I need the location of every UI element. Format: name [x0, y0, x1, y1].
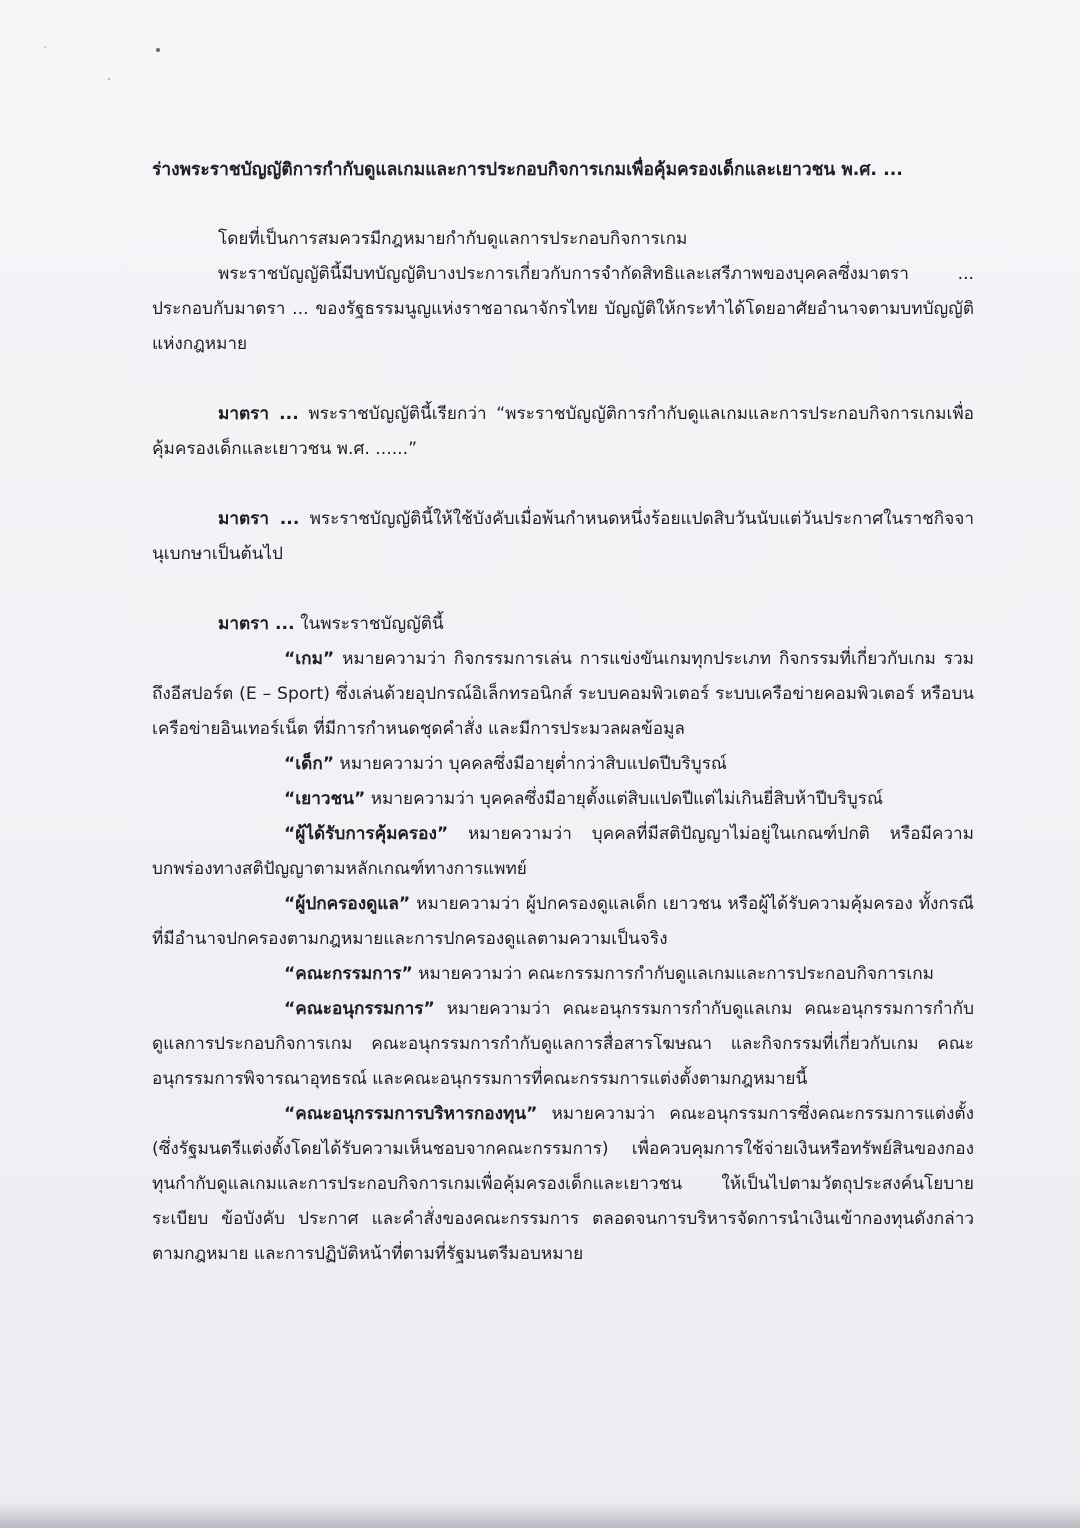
definition-text: หมายความว่า ผู้ปกครองดูแลเด็ก เยาวชน หรือผู้ได้รับความคุ้มครอง ทั้งกรณีที่มีอำนาจปกครองตามกฎหมายและการปกครองดูแลตามความเป็นจริง: [152, 894, 974, 949]
section-3-text: ในพระราชบัญญัตินี้: [300, 614, 444, 634]
section-label: มาตรา ...: [218, 404, 299, 424]
definition-guardian: [152, 887, 974, 957]
definition-term: “เยาวชน”: [284, 789, 366, 809]
section-label: มาตรา ...: [218, 509, 300, 529]
scan-speck: [108, 78, 110, 80]
definition-committee: [152, 957, 974, 992]
scan-speck: [156, 48, 160, 52]
preamble-paragraph-1: โดยที่เป็นการสมควรมีกฎหมายกำกับดูแลการประกอบกิจการเกม: [218, 229, 688, 249]
definition-term: “ผู้ได้รับการคุ้มครอง”: [284, 824, 449, 844]
definition-child: [152, 747, 974, 782]
definition-text: หมายความว่า บุคคลซึ่งมีอายุตั้งแต่สิบแปดปีแต่ไม่เกินยี่สิบห้าปีบริบูรณ์: [365, 789, 883, 809]
section-label: มาตรา ...: [218, 614, 295, 634]
definition-term: “คณะอนุกรรมการบริหารกองทุน”: [284, 1104, 538, 1124]
section-3: [152, 607, 974, 642]
scan-speck: [44, 46, 46, 48]
definition-text: หมายความว่า บุคคลซึ่งมีอายุต่ำกว่าสิบแปดปีบริบูรณ์: [334, 754, 727, 774]
definition-text: หมายความว่า คณะอนุกรรมการซึ่งคณะกรรมการแต่งตั้ง (ซึ่งรัฐมนตรีแต่งตั้งโดยได้รับความเห็นชอบจากคณะกรรมการ) เพื่อควบคุมการใช้จ่ายเงินหรือทรัพย์สินของกองทุนกำกับดูแลเกมและการประกอบกิจการเกมเพื่อคุ้มครองเด็กและเยาวชน ให้เป็นไปตามวัตถุประสงค์นโยบาย ระเบียบ ข้อบังคับ ประกาศ และคำสั่งของคณะกรรมการ ตลอดจนการบริหารจัดการนำเงินเข้ากองทุนดังกล่าวตามกฎหมาย และการปฏิบัติหน้าที่ตามที่รัฐมนตรีมอบหมาย: [152, 1104, 974, 1264]
definition-text: หมายความว่า คณะอนุกรรมการกำกับดูแลเกม คณะอนุกรรมการกำกับดูแลการประกอบกิจการเกม คณะอนุกรรมการกำกับดูแลการสื่อสารโฆษณา และกิจกรรมที่เกี่ยวกับเกม คณะอนุกรรมการพิจารณาอุทธรณ์ และคณะอนุกรรมการที่คณะกรรมการแต่งตั้งตามกฎหมายนี้: [152, 999, 974, 1089]
section-1: [152, 397, 974, 467]
definition-youth: [152, 782, 974, 817]
definition-text: หมายความว่า บุคคลที่มีสติปัญญาไม่อยู่ในเกณฑ์ปกติ หรือมีความบกพร่องทางสติปัญญาตามหลักเกณฑ์ทางการแพทย์: [152, 824, 974, 879]
section-2: [152, 502, 974, 572]
definition-text: หมายความว่า กิจกรรมการเล่น การแข่งขันเกมทุกประเภท กิจกรรมที่เกี่ยวกับเกม รวมถึงอีสปอร์ต (E – Sport) ซึ่งเล่นด้วยอุปกรณ์อิเล็กทรอนิกส์ ระบบคอมพิวเตอร์ ระบบเครือข่ายคอมพิวเตอร์ หรือบนเครือข่ายอินเทอร์เน็ต ที่มีการกำหนดชุดคำสั่ง และมีการประมวลผลข้อมูล: [152, 649, 974, 739]
section-1-text: พระราชบัญญัตินี้เรียกว่า “พระราชบัญญัติการกำกับดูแลเกมและการประกอบกิจการเกมเพื่อคุ้มครองเด็กและเยาวชน พ.ศ. ......”: [152, 404, 974, 459]
definition-term: “ผู้ปกครองดูแล”: [284, 894, 411, 914]
definition-game: [152, 642, 974, 747]
definition-term: “เด็ก”: [284, 754, 335, 774]
definition-term: “คณะอนุกรรมการ”: [284, 999, 435, 1019]
definition-fund-subcommittee: [152, 1097, 974, 1272]
definition-term: “คณะกรรมการ”: [284, 964, 413, 984]
document-body: [152, 150, 974, 1272]
document-title: ร่างพระราชบัญญัติการกำกับดูแลเกมและการประกอบกิจการเกมเพื่อคุ้มครองเด็กและเยาวชน พ.ศ. ...: [152, 160, 903, 180]
section-2-text: พระราชบัญญัตินี้ให้ใช้บังคับเมื่อพ้นกำหนดหนึ่งร้อยแปดสิบวันนับแต่วันประกาศในราชกิจจานุเบกษาเป็นต้นไป: [152, 509, 974, 564]
definition-protected-person: [152, 817, 974, 887]
preamble-paragraph-2: พระราชบัญญัตินี้มีบทบัญญัติบางประการเกี่ยวกับการจำกัดสิทธิและเสรีภาพของบุคคลซึ่งมาตรา ... ประกอบกับมาตรา ... ของรัฐธรรมนูญแห่งราชอาณาจักรไทย บัญญัติให้กระทำได้โดยอาศัยอำนาจตามบทบัญญัติแห่งกฎหมาย: [152, 264, 974, 354]
definition-term: “เกม”: [284, 649, 335, 669]
definition-text: หมายความว่า คณะกรรมการกำกับดูแลเกมและการประกอบกิจการเกม: [412, 964, 934, 984]
definition-subcommittee: [152, 992, 974, 1097]
scan-bottom-edge: [0, 1502, 1080, 1528]
